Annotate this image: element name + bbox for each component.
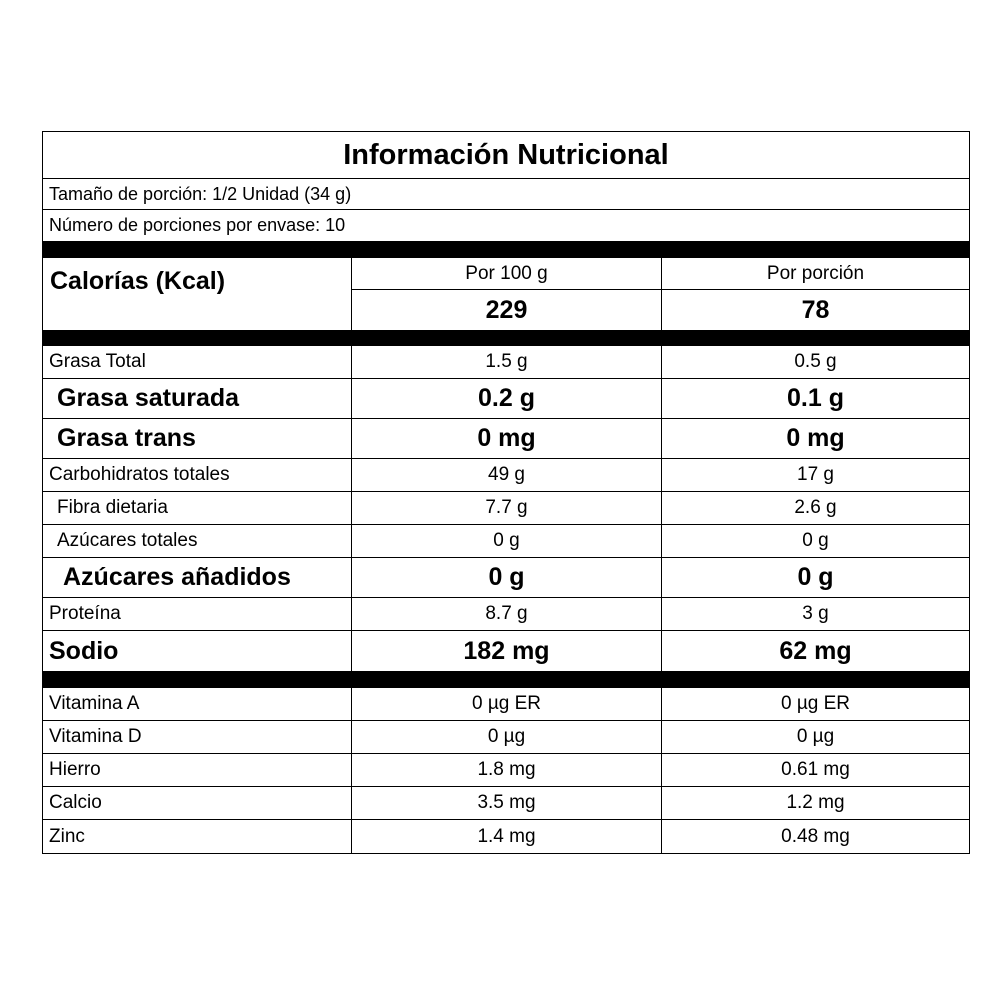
calories-label: Calorías (Kcal) <box>43 258 352 330</box>
micronutrient-row <box>43 820 969 853</box>
micronutrient-row <box>43 721 969 754</box>
nutrient-name: Azúcares añadidos <box>43 558 352 597</box>
servings-per-container: Número de porciones por envase: 10 <box>49 215 346 235</box>
nutrient-row <box>43 459 969 492</box>
nutrient-per-serving: 2.6 g <box>794 497 837 518</box>
nutrient-per-serving: 3 g <box>802 603 829 624</box>
micronutrient-per100: 3.5 mg <box>352 787 662 819</box>
nutrient-per100: 8.7 g <box>352 598 662 630</box>
nutrient-name: Sodio <box>43 631 352 671</box>
thick-divider <box>43 331 969 346</box>
nutrient-per100: 7.7 g <box>352 492 662 524</box>
nutrient-row <box>43 492 969 525</box>
micronutrient-per-serving: 1.2 mg <box>786 792 845 813</box>
nutrients-section <box>43 346 969 671</box>
micronutrients-section <box>43 688 969 853</box>
calories-per100-value: 229 <box>485 295 528 324</box>
calories-per-serving-value: 78 <box>801 295 830 324</box>
nutrient-per100: 1.5 g <box>352 346 662 378</box>
micronutrient-per-serving: 0 µg ER <box>780 693 851 714</box>
nutrient-per-serving: 0.1 g <box>787 384 844 412</box>
nutrition-facts-table <box>42 131 970 854</box>
nutrient-row <box>43 379 969 419</box>
nutrient-per-serving: 0.5 g <box>794 351 837 372</box>
micronutrient-per100: 0 µg ER <box>352 688 662 720</box>
nutrient-per100: 182 mg <box>352 631 662 671</box>
nutrient-row <box>43 346 969 379</box>
serving-size: Tamaño de porción: 1/2 Unidad (34 g) <box>43 179 969 210</box>
nutrient-name: Grasa Total <box>43 346 352 378</box>
micronutrient-name: Vitamina D <box>43 721 352 753</box>
micronutrient-per100: 1.4 mg <box>352 820 662 853</box>
micronutrient-name: Calcio <box>43 787 352 819</box>
nutrient-row <box>43 419 969 459</box>
micronutrient-row <box>43 688 969 721</box>
nutrient-row <box>43 525 969 558</box>
nutrient-per-serving: 0 g <box>797 563 834 591</box>
micronutrient-name: Zinc <box>43 820 352 853</box>
micronutrient-row <box>43 787 969 820</box>
nutrient-per-serving: 0 g <box>802 530 829 551</box>
thick-divider <box>43 671 969 688</box>
nutrient-per100: 0.2 g <box>352 379 662 418</box>
table-title: Información Nutricional <box>43 132 969 179</box>
calories-per-serving-column <box>662 258 969 330</box>
nutrient-per100: 0 g <box>352 558 662 597</box>
nutrient-per100: 49 g <box>352 459 662 491</box>
nutrient-per-serving: 0 mg <box>786 424 845 452</box>
thick-divider <box>43 241 969 258</box>
nutrient-per-serving: 17 g <box>797 464 834 485</box>
column-header-per100: Por 100 g <box>352 258 661 290</box>
calories-row <box>43 258 969 331</box>
nutrient-name: Fibra dietaria <box>43 492 352 524</box>
nutrient-per-serving: 62 mg <box>779 636 852 665</box>
nutrient-per100: 0 g <box>352 525 662 557</box>
micronutrient-per-serving: 0.61 mg <box>781 759 850 780</box>
micronutrient-per-serving: 0 µg <box>796 726 835 747</box>
nutrient-name: Azúcares totales <box>43 525 352 557</box>
micronutrient-per100: 1.8 mg <box>352 754 662 786</box>
nutrient-row <box>43 631 969 671</box>
nutrient-name: Grasa saturada <box>43 379 352 418</box>
nutrient-name: Carbohidratos totales <box>43 459 352 491</box>
nutrient-per100: 0 mg <box>352 419 662 458</box>
micronutrient-per100: 0 µg <box>352 721 662 753</box>
micronutrient-row <box>43 754 969 787</box>
micronutrient-name: Hierro <box>43 754 352 786</box>
calories-per100-column <box>352 258 662 330</box>
nutrient-row <box>43 558 969 598</box>
nutrient-name: Grasa trans <box>43 419 352 458</box>
nutrient-name: Proteína <box>43 598 352 630</box>
column-header-per-serving: Por porción <box>662 258 969 290</box>
micronutrient-name: Vitamina A <box>43 688 352 720</box>
nutrient-row <box>43 598 969 631</box>
micronutrient-per-serving: 0.48 mg <box>781 825 850 847</box>
